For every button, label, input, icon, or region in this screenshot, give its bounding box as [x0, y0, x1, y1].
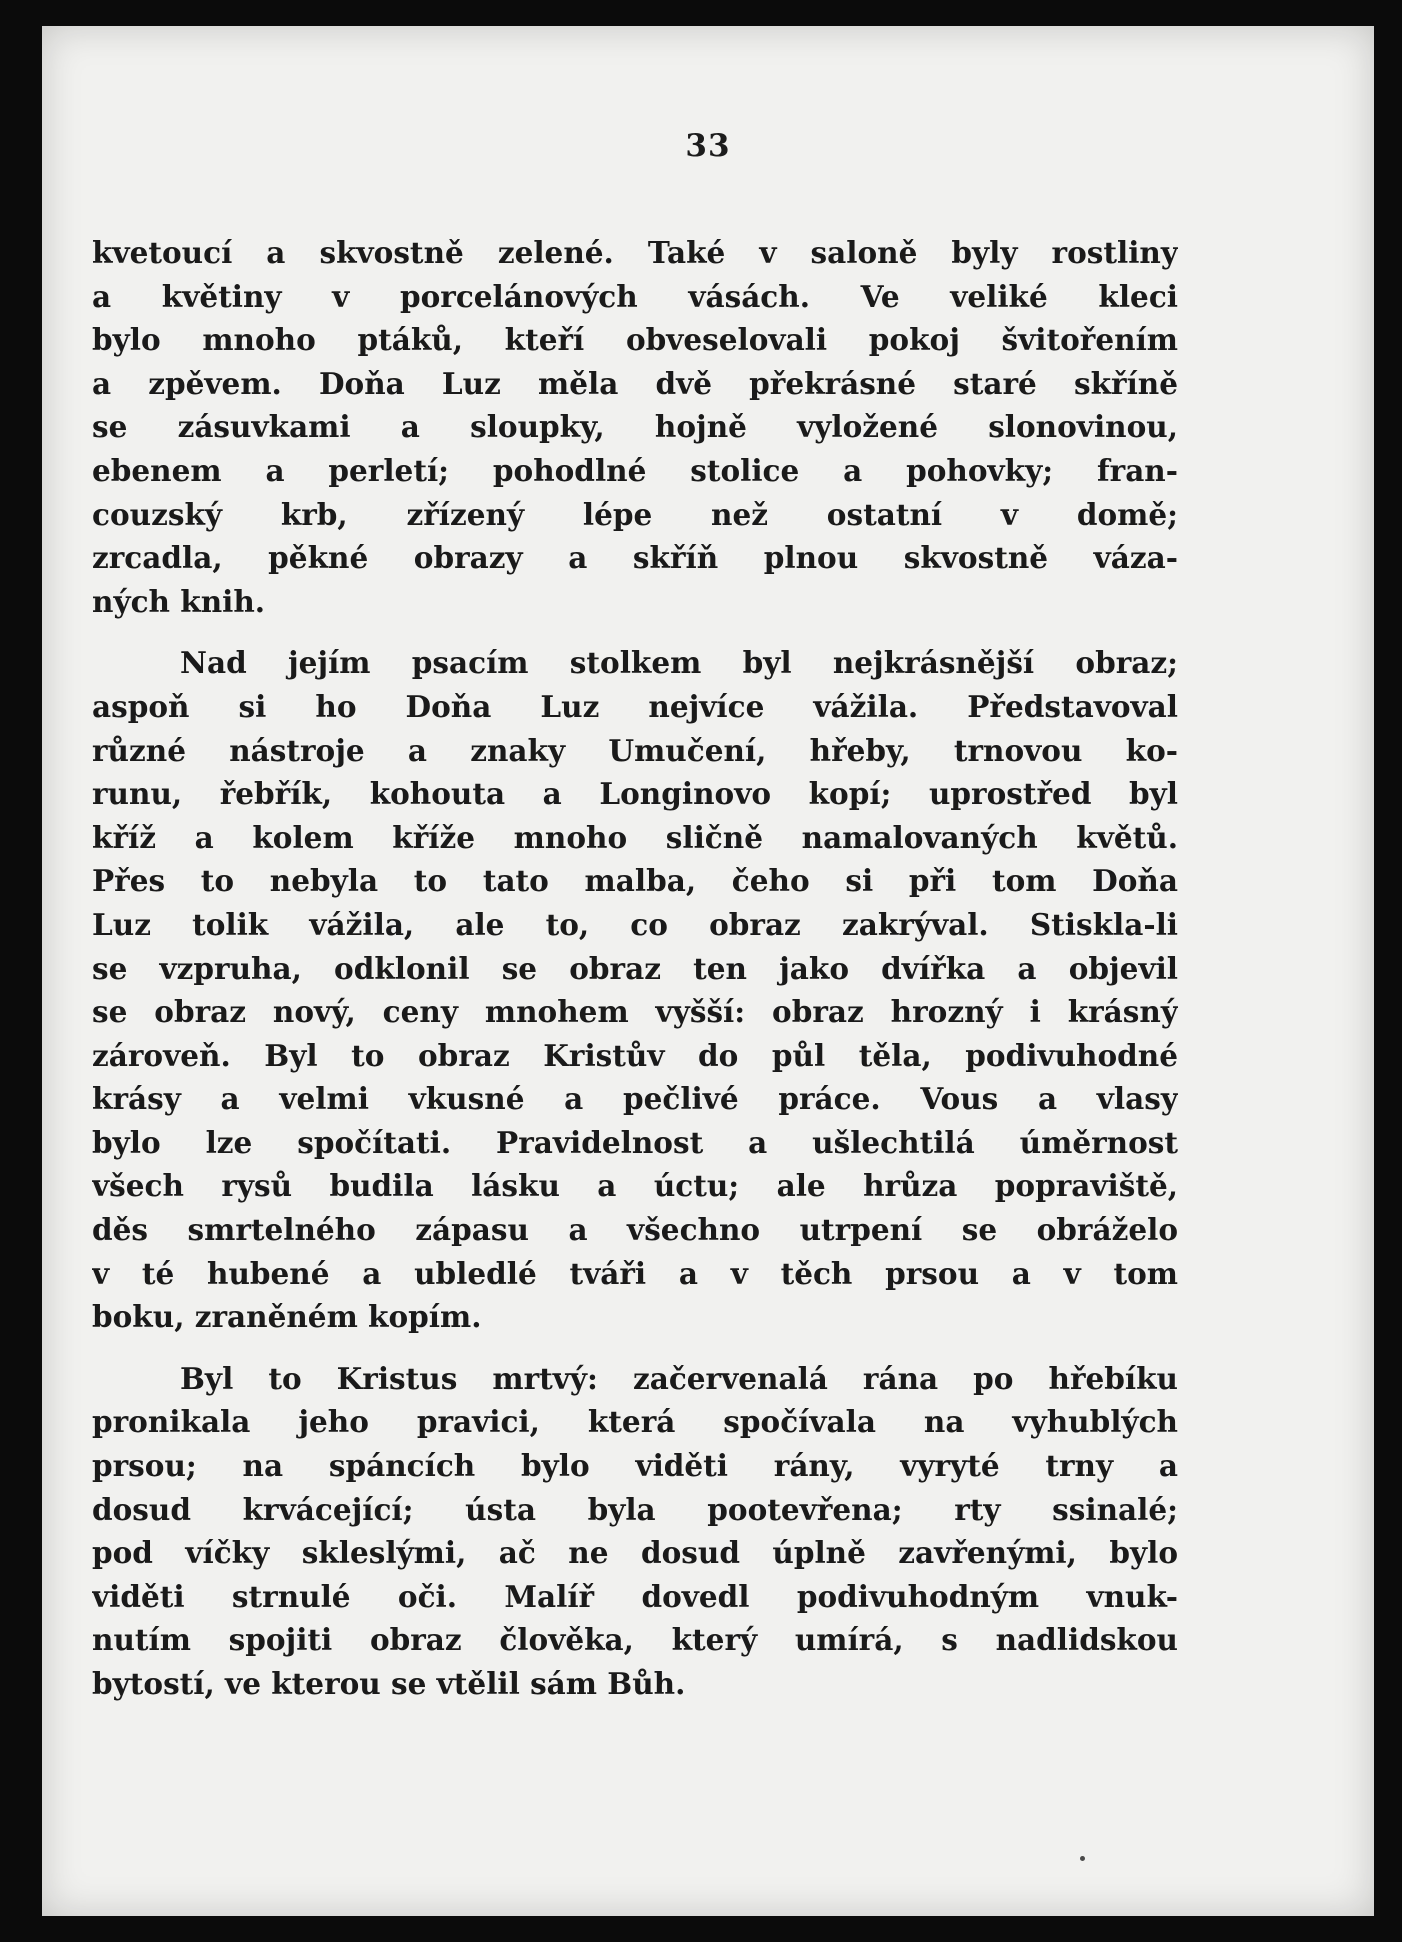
text-line: Přes to nebyla to tato malba, čeho si při tom Doňa [92, 863, 1178, 899]
text-line: nutím spojiti obraz člověka, který umírá, s nadlidskou [92, 1622, 1178, 1658]
text-line: a květiny v porcelánových vásách. Ve veliké kleci [92, 278, 1178, 314]
text-line: se zásuvkami a sloupky, hojně vyložené slonovinou, [92, 409, 1178, 445]
text-line: krásy a velmi vkusné a pečlivé práce. Vous a vlasy [92, 1081, 1178, 1117]
text-line: ných knih. [92, 583, 266, 619]
text-line: Luz tolik vážila, ale to, co obraz zakrýval. Stiskla-li [92, 906, 1178, 942]
text-line: aspoň si ho Doňa Luz nejvíce vážila. Představoval [92, 688, 1178, 724]
text-line: dosud krvácející; ústa byla pootevřena; rty ssinalé; [92, 1491, 1178, 1527]
text-line: a zpěvem. Doňa Luz měla dvě překrásné staré skříně [92, 365, 1178, 401]
paragraph-3 [92, 1357, 1178, 1706]
text-line: boku, zraněném kopím. [92, 1299, 482, 1335]
paper-speck [1080, 1856, 1085, 1861]
text-line: kříž a kolem kříže mnoho sličně namalovaných květů. [92, 819, 1178, 855]
text-line: viděti strnulé oči. Malíř dovedl podivuhodným vnuk- [92, 1578, 1178, 1614]
text-line: pronikala jeho pravici, která spočívala na vyhublých [92, 1404, 1178, 1440]
text-line: zároveň. Byl to obraz Kristův do půl těla, podivuhodné [92, 1037, 1178, 1073]
text-line: ebenem a perletí; pohodlné stolice a pohovky; fran- [92, 452, 1178, 488]
text-line: v té hubené a ubledlé tváři a v těch prsou a v tom [92, 1255, 1178, 1291]
body-text [92, 231, 1178, 1724]
paragraph-1 [92, 231, 1178, 623]
page-number: 33 [685, 128, 731, 164]
text-line: Byl to Kristus mrtvý: začervenalá rána po hřebíku [180, 1360, 1178, 1396]
text-line: pod víčky skleslými, ač ne dosud úplně zavřenými, bylo [92, 1535, 1178, 1571]
text-line: Nad jejím psacím stolkem byl nejkrásnější obraz; [180, 645, 1178, 681]
text-line: se vzpruha, odklonil se obraz ten jako dvířka a objevil [92, 950, 1178, 986]
text-line: všech rysů budila lásku a úctu; ale hrůza popraviště, [92, 1168, 1178, 1204]
text-line: děs smrtelného zápasu a všechno utrpení se obráželo [92, 1212, 1178, 1248]
paragraph-2 [92, 641, 1178, 1339]
text-line: bylo lze spočítati. Pravidelnost a ušlechtilá úměrnost [92, 1124, 1178, 1160]
text-line: se obraz nový, ceny mnohem vyšší: obraz hrozný i krásný [92, 994, 1178, 1030]
text-line: bylo mnoho ptáků, kteří obveselovali pokoj švitořením [92, 322, 1178, 358]
text-line: kvetoucí a skvostně zelené. Také v saloně byly rostliny [92, 235, 1178, 270]
text-line: různé nástroje a znaky Umučení, hřeby, trnovou ko- [92, 732, 1178, 768]
text-line: runu, řebřík, kohouta a Longinovo kopí; uprostřed byl [92, 776, 1178, 812]
book-page [42, 26, 1374, 1916]
text-line: couzský krb, zřízený lépe než ostatní v domě; [92, 496, 1178, 532]
text-line: bytostí, ve kterou se vtělil sám Bůh. [92, 1666, 686, 1701]
text-line: prsou; na spáncích bylo viděti rány, vyryté trny a [92, 1448, 1178, 1484]
text-line: zrcadla, pěkné obrazy a skříň plnou skvostně váza- [92, 540, 1178, 576]
